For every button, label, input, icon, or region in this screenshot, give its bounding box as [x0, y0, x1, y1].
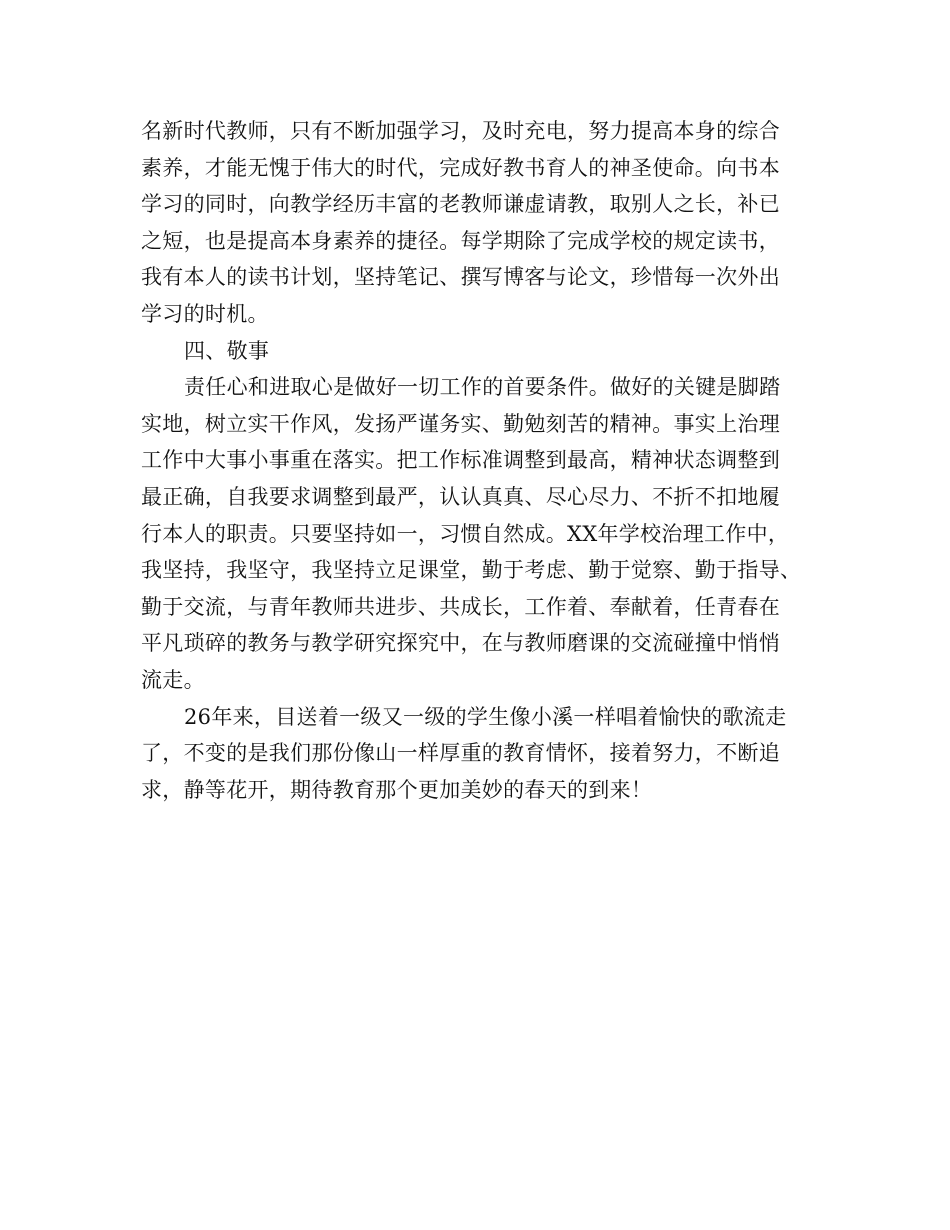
text-line: 素养，才能无愧于伟大的时代，完成好教书育人的神圣使命。向书本	[141, 155, 780, 180]
text-line: 平凡琐碎的教务与教学研究探究中，在与教师磨课的交流碰撞中悄悄	[141, 631, 780, 656]
document-body	[141, 113, 831, 808]
text-line: 26年来，目送着一级又一级的学生像小溪一样唱着愉快的歌流走	[184, 704, 787, 729]
text-line: 工作中大事小事重在落实。把工作标准调整到最高，精神状态调整到	[141, 448, 780, 473]
text-line: 我坚持，我坚守，我坚持立足课堂，勤于考虑、勤于觉察、勤于指导、	[141, 558, 802, 583]
text-line: 责任心和进取心是做好一切工作的首要条件。做好的关键是脚踏	[184, 375, 781, 400]
text-line: 名新时代教师，只有不断加强学习，及时充电，努力提高本身的综合	[141, 119, 780, 143]
text-line: 学习的同时，向教学经历丰富的老教师谦虚请教，取别人之长，补已	[141, 192, 780, 217]
section-heading: 四、敬事	[184, 338, 270, 363]
paragraph-dedication	[141, 369, 831, 698]
text-line: 我有本人的读书计划，坚持笔记、撰写博客与论文，珍惜每一次外出	[141, 265, 780, 290]
text-line: 勤于交流，与青年教师共进步、共成长，工作着、奉献着，任青春在	[141, 594, 780, 619]
text-line: 了，不变的是我们那份像山一样厚重的教育情怀，接着努力，不断追	[141, 741, 780, 766]
text-line: 最正确，自我要求调整到最严，认认真真、尽心尽力、不折不扣地履	[141, 484, 780, 509]
text-line: 求，静等花开，期待教育那个更加美妙的春天的到来！	[141, 777, 653, 802]
text-line: 学习的时机。	[141, 301, 269, 326]
text-line: 实地，树立实干作风，发扬严谨务实、勤勉刻苦的精神。事实上治理	[141, 411, 780, 436]
paragraph-self-study	[141, 113, 831, 333]
paragraph-conclusion	[141, 699, 831, 809]
text-line: 之短，也是提高本身素养的捷径。每学期除了完成学校的规定读书，	[141, 228, 780, 253]
text-line: 流走。	[141, 667, 205, 692]
text-line: 行本人的职责。只要坚持如一，习惯自然成。XX年学校治理工作中，	[141, 521, 790, 546]
